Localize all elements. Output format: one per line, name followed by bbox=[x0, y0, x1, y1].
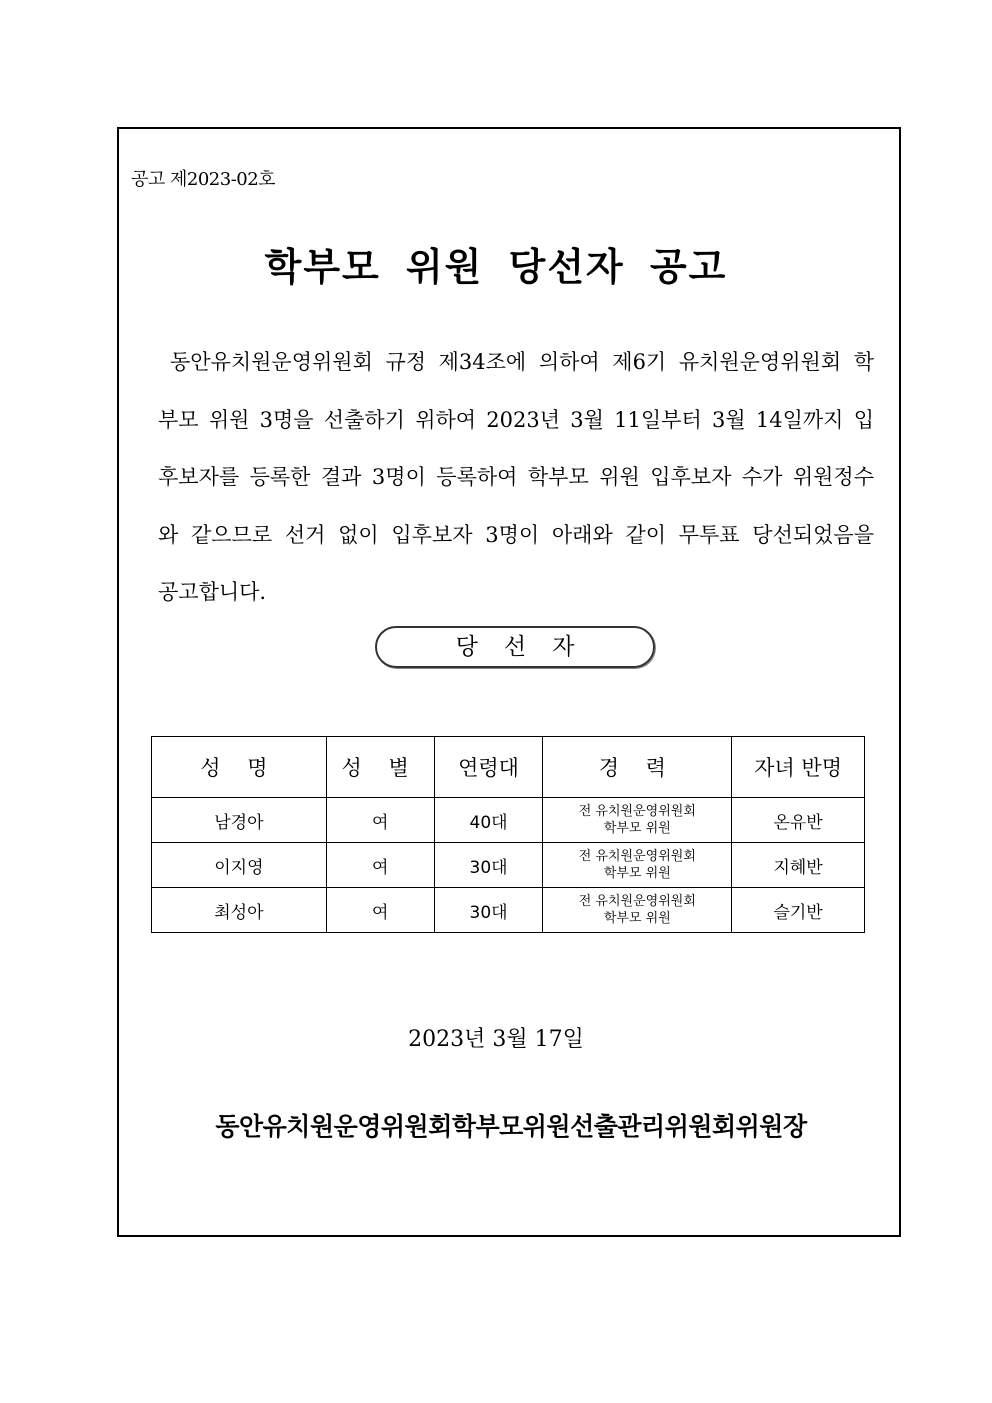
cell-career bbox=[543, 798, 732, 843]
header-gender: 성 별 bbox=[326, 737, 434, 798]
notice-date: 2023년 3월 17일 bbox=[408, 1027, 584, 1052]
winners-table bbox=[151, 736, 865, 933]
cell-age: 30대 bbox=[434, 888, 543, 933]
cell-name: 남경아 bbox=[152, 798, 327, 843]
notice-body: 동안유치원운영위원회 규정 제34조에 의하여 제6기 유치원운영위원회 학부모 위원 3명을 선출하기 위하여 2023년 3월 11일부터 3월 14일까지 입후보자를 등록한 결과 3명이 등록하여 학부모 위원 입후보자 수가 위원정수와 같으므로 선거 없이 입후보자 3명이 아래와 같이 무투표 당선되었음을 공고합니다. bbox=[158, 350, 874, 604]
career-line-1: 전 유치원운영위원회 bbox=[578, 804, 696, 819]
page-title: 학부모 위원 당선자 공고 bbox=[264, 244, 728, 289]
cell-gender: 여 bbox=[326, 798, 434, 843]
cell-career bbox=[543, 843, 732, 888]
cell-career bbox=[543, 888, 732, 933]
cell-child-class: 슬기반 bbox=[732, 888, 865, 933]
committee-signature: 동안유치원운영위원회학부모위원선출관리위원회위원장 bbox=[215, 1112, 807, 1141]
cell-child-class: 온유반 bbox=[732, 798, 865, 843]
winners-label: 당선자 bbox=[375, 626, 655, 668]
cell-gender: 여 bbox=[326, 888, 434, 933]
cell-age: 40대 bbox=[434, 798, 543, 843]
table-row bbox=[152, 798, 865, 843]
cell-name: 이지영 bbox=[152, 843, 327, 888]
header-name: 성 명 bbox=[152, 737, 327, 798]
header-career: 경 력 bbox=[543, 737, 732, 798]
notice-number: 공고 제2023-02호 bbox=[131, 169, 276, 190]
header-age: 연령대 bbox=[434, 737, 543, 798]
table-row bbox=[152, 888, 865, 933]
career-line-1: 전 유치원운영위원회 bbox=[578, 894, 696, 909]
table-row bbox=[152, 843, 865, 888]
cell-name: 최성아 bbox=[152, 888, 327, 933]
cell-gender: 여 bbox=[326, 843, 434, 888]
career-line-2: 학부모 위원 bbox=[603, 866, 671, 881]
cell-child-class: 지혜반 bbox=[732, 843, 865, 888]
career-line-1: 전 유치원운영위원회 bbox=[578, 849, 696, 864]
cell-age: 30대 bbox=[434, 843, 543, 888]
table-header-row bbox=[152, 737, 865, 798]
header-child-class: 자녀 반명 bbox=[732, 737, 865, 798]
notice-frame bbox=[117, 127, 901, 1237]
career-line-2: 학부모 위원 bbox=[603, 821, 671, 836]
career-line-2: 학부모 위원 bbox=[603, 911, 671, 926]
